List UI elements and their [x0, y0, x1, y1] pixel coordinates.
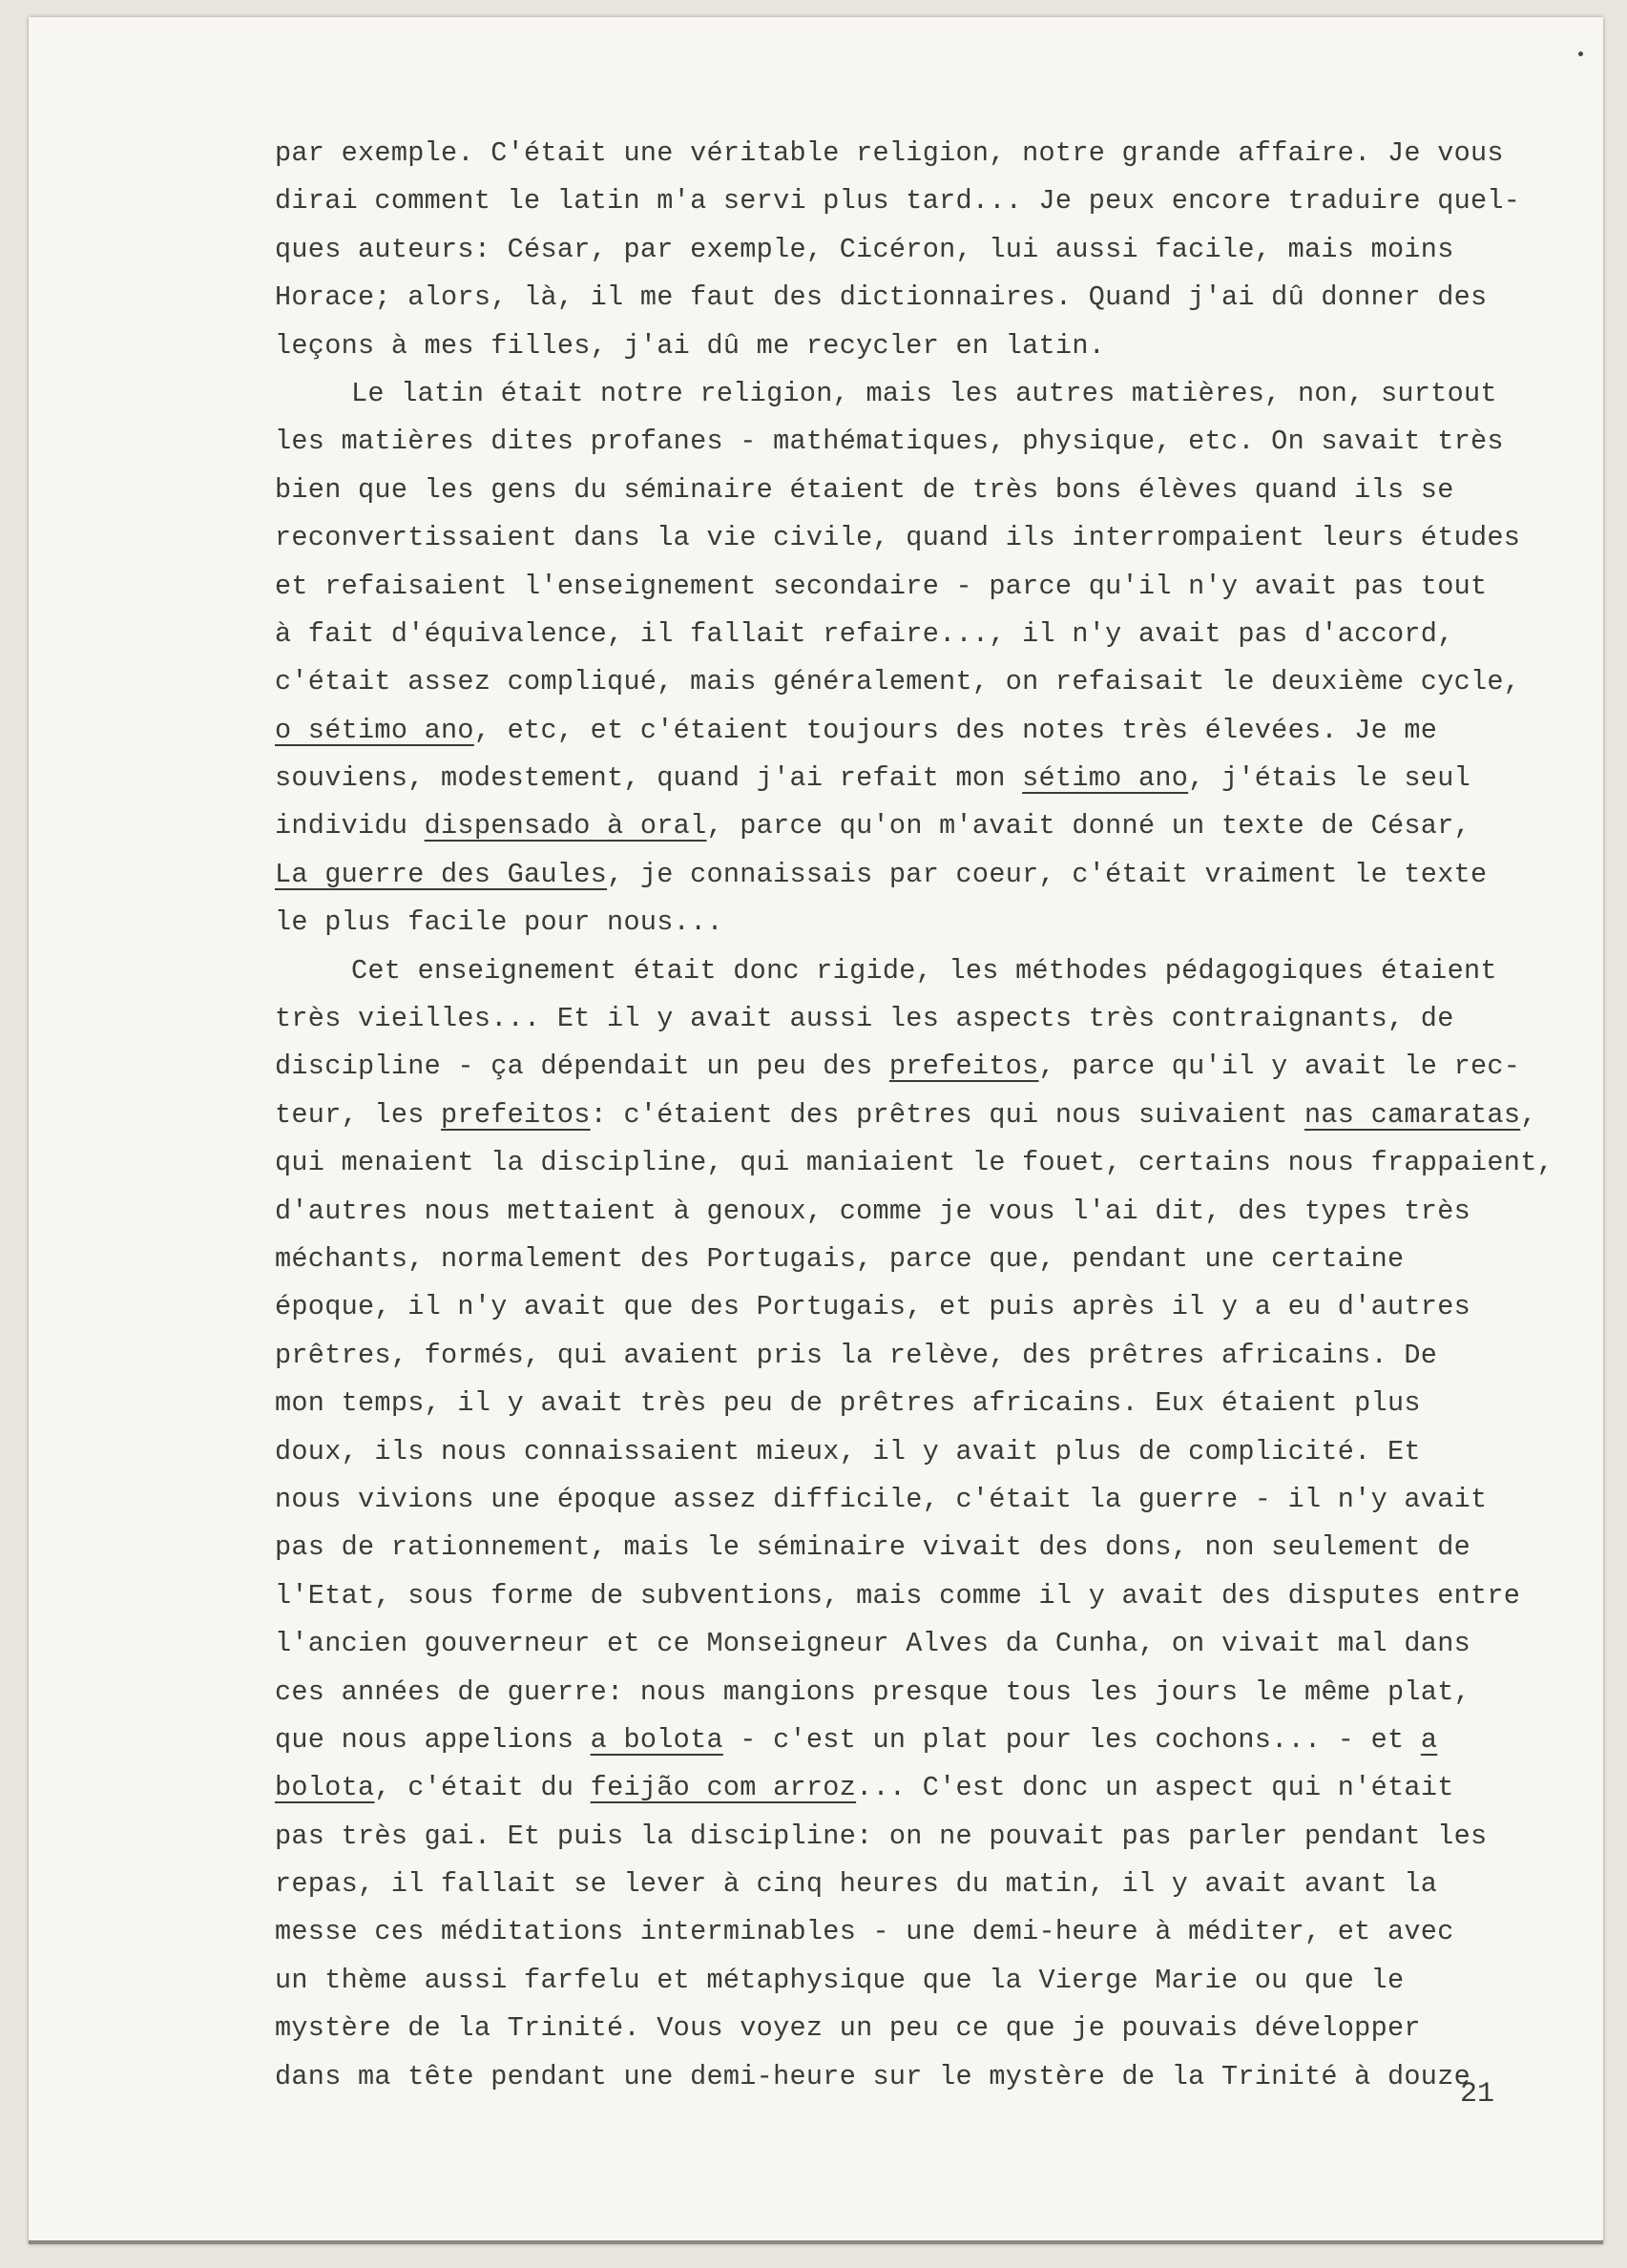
text-run: par exemple. C'était une véritable religion, notre grande affaire. Je vous — [275, 137, 1504, 169]
text-run: , je connaissais par coeur, c'était vraiment le texte — [607, 858, 1488, 890]
text-line — [275, 899, 1611, 947]
text-run: prêtres, formés, qui avaient pris la relève, des prêtres africains. De — [275, 1339, 1438, 1371]
text-run: un thème aussi farfelu et métaphysique que la Vierge Marie ou que le — [275, 1964, 1405, 1996]
text-run: , parce qu'on m'avait donné un texte de César, — [706, 810, 1471, 843]
text-run: individu — [275, 810, 425, 843]
text-run: nous vivions une époque assez difficile, c'était la guerre - il n'y avait — [275, 1483, 1488, 1515]
text-run: bien que les gens du séminaire étaient de très bons élèves quand ils se — [275, 473, 1454, 506]
text-run: ... C'est donc un aspect qui n'était — [856, 1772, 1454, 1804]
text-run: , parce qu'il y avait le rec- — [1038, 1051, 1521, 1083]
text-line — [275, 514, 1611, 562]
underlined-term: nas camaratas — [1304, 1098, 1521, 1131]
text-line — [275, 1476, 1611, 1524]
underlined-term: bolota — [275, 1772, 375, 1804]
text-run: Le latin était notre religion, mais les autres matières, non, surtout — [351, 377, 1497, 409]
text-line — [275, 226, 1611, 274]
text-run: d'autres nous mettaient à genoux, comme je vous l'ai dit, des types très — [275, 1195, 1471, 1227]
text-line — [275, 802, 1611, 850]
text-line — [275, 1139, 1611, 1187]
text-run: mystère de la Trinité. Vous voyez un peu ce que je pouvais développer — [275, 2012, 1421, 2045]
text-run: reconvertissaient dans la vie civile, quand ils interrompaient leurs études — [275, 522, 1521, 554]
text-run: ques auteurs: César, par exemple, Cicéron, lui aussi facile, mais moins — [275, 233, 1454, 265]
text-line — [275, 1957, 1611, 2005]
underlined-term: feijão com arroz — [590, 1772, 857, 1804]
text-run: méchants, normalement des Portugais, parce que, pendant une certaine — [275, 1242, 1405, 1275]
text-line — [275, 658, 1611, 706]
text-line — [275, 755, 1611, 802]
text-line — [275, 1813, 1611, 1861]
text-run: souviens, modestement, quand j'ai refait mon — [275, 762, 1023, 795]
text-run: et refaisaient l'enseignement secondaire - parce qu'il n'y avait pas tout — [275, 570, 1488, 602]
text-run: ces années de guerre: nous mangions presque tous les jours le même plat, — [275, 1675, 1471, 1708]
text-run: pas très gai. Et puis la discipline: on ne pouvait pas parler pendant les — [275, 1820, 1488, 1852]
text-run: les matières dites profanes - mathématiques, physique, etc. On savait très — [275, 426, 1504, 458]
text-line — [275, 323, 1611, 370]
underlined-term: prefeitos — [888, 1051, 1039, 1083]
text-line — [275, 1620, 1611, 1668]
text-line — [275, 1092, 1611, 1139]
text-line — [275, 2053, 1611, 2101]
text-run: pas de rationnement, mais le séminaire vivait des dons, non seulement de — [275, 1531, 1471, 1564]
text-line — [275, 1764, 1611, 1812]
text-run: mon temps, il y avait très peu de prêtres africains. Eux étaient plus — [275, 1387, 1421, 1420]
typewritten-page — [29, 17, 1603, 2244]
text-line — [275, 370, 1611, 418]
text-line — [275, 1669, 1611, 1717]
text-line — [275, 467, 1611, 514]
text-run: l'Etat, sous forme de subventions, mais comme il y avait des disputes entre — [275, 1579, 1521, 1612]
text-line — [275, 1908, 1611, 1956]
text-line — [275, 707, 1611, 755]
text-run: à fait d'équivalence, il fallait refaire..., il n'y avait pas d'accord, — [275, 617, 1454, 650]
text-run: - c'est un plat pour les cochons... - et — [722, 1723, 1421, 1756]
text-run: , j'étais le seul — [1188, 762, 1471, 795]
text-run: repas, il fallait se lever à cinq heures du matin, il y avait avant la — [275, 1868, 1438, 1901]
text-run: , c'était du — [374, 1772, 591, 1804]
text-line — [275, 130, 1611, 177]
underlined-term: prefeitos — [441, 1098, 591, 1131]
text-run: l'ancien gouverneur et ce Monseigneur Alves da Cunha, on vivait mal dans — [275, 1628, 1471, 1660]
underlined-term: a bolota — [590, 1723, 723, 1756]
text-line — [275, 1861, 1611, 1908]
text-line — [275, 1428, 1611, 1476]
page-text — [275, 130, 1611, 2101]
text-line — [275, 851, 1611, 899]
text-run: leçons à mes filles, j'ai dû me recycler en latin. — [275, 329, 1106, 362]
text-line — [275, 1283, 1611, 1331]
underlined-term: o sétimo ano — [275, 714, 474, 746]
text-run: Horace; alors, là, il me faut des dictionnaires. Quand j'ai dû donner des — [275, 281, 1488, 314]
text-run: , — [1520, 1098, 1537, 1131]
text-line — [275, 418, 1611, 466]
text-line — [275, 274, 1611, 322]
text-run: : c'étaient des prêtres qui nous suivaient — [590, 1098, 1304, 1131]
text-line — [275, 947, 1611, 995]
text-run: , etc, et c'étaient toujours des notes très élevées. Je me — [473, 714, 1438, 746]
text-run: c'était assez compliqué, mais généralement, on refaisait le deuxième cycle, — [275, 666, 1521, 698]
underlined-term: La guerre des Gaules — [275, 858, 608, 890]
text-run: qui menaient la discipline, qui maniaient le fouet, certains nous frappaient, — [275, 1147, 1554, 1179]
text-run: époque, il n'y avait que des Portugais, et puis après il y a eu d'autres — [275, 1291, 1471, 1323]
text-line — [275, 1332, 1611, 1380]
underlined-term: dispensado à oral — [424, 810, 707, 843]
text-run: dans ma tête pendant une demi-heure sur le mystère de la Trinité à douze — [275, 2060, 1471, 2092]
text-line — [275, 1524, 1611, 1571]
text-run: Cet enseignement était donc rigide, les méthodes pédagogiques étaient — [351, 954, 1497, 987]
text-line — [275, 1043, 1611, 1091]
underlined-term: a — [1420, 1723, 1438, 1756]
text-run: que nous appelions — [275, 1723, 591, 1756]
text-run: teur, les — [275, 1098, 442, 1131]
text-run: dirai comment le latin m'a servi plus tard... Je peux encore traduire quel- — [275, 185, 1521, 218]
text-run: très vieilles... Et il y avait aussi les aspects très contraignants, de — [275, 1003, 1454, 1035]
text-run: doux, ils nous connaissaient mieux, il y avait plus de complicité. Et — [275, 1435, 1421, 1467]
text-line — [275, 1380, 1611, 1427]
text-run: le plus facile pour nous... — [275, 906, 723, 939]
text-line — [275, 1572, 1611, 1620]
underlined-term: sétimo ano — [1022, 762, 1189, 795]
text-line — [275, 1188, 1611, 1236]
text-line — [275, 1236, 1611, 1283]
text-line — [275, 177, 1611, 225]
text-run: messe ces méditations interminables - une demi-heure à méditer, et avec — [275, 1916, 1454, 1948]
text-line — [275, 563, 1611, 611]
ink-speck — [1578, 52, 1583, 56]
page-number: 21 — [1460, 2078, 1495, 2111]
text-line — [275, 1717, 1611, 1764]
text-line — [275, 611, 1611, 658]
text-run: discipline - ça dépendait un peu des — [275, 1051, 889, 1083]
text-line — [275, 2005, 1611, 2052]
text-line — [275, 995, 1611, 1043]
